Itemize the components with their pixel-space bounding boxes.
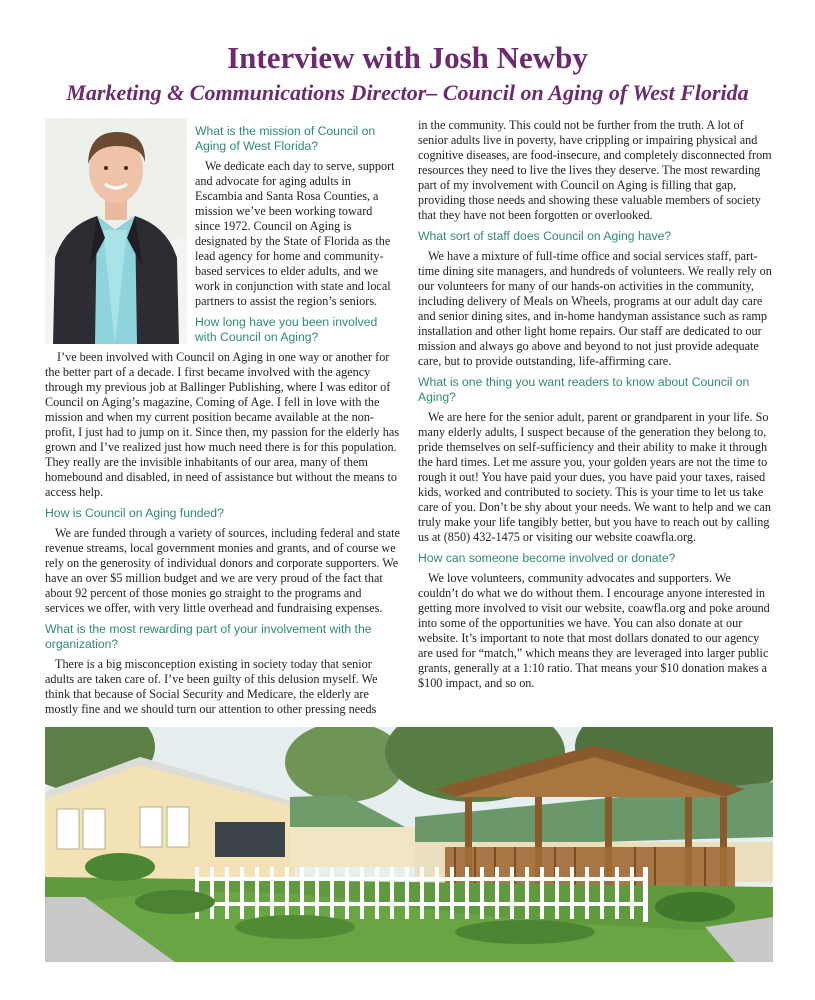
answer-paragraph: We love volunteers, community advocates and supporters. We couldn’t do what we do without them. I encourage anyone interested in getting more involved to visit our website, coawfla.org and poke around into some of the opportunities we have. You can also donate at our website. It’s important to note that most dollars donated to our agency are used for “match,” which means they are leveraged into larger public grants, generally at a 1:10 ratio. That means your $10 donation makes a $100 impact, and so on. <box>418 571 770 690</box>
right-column <box>418 118 773 695</box>
left-column <box>45 118 400 721</box>
question-heading: How can someone become involved or donate? <box>418 551 676 565</box>
answer-paragraph: We are here for the senior adult, parent or grandparent in your life. So many elderly adults, I suspect because of the generation they belong to, pride themselves on self-sufficiency and their ability to make it through the hard times. Let me assure you, your golden years are not the time to rough it out! You have paid your dues, you have paid your taxes, raised kids, worked and contributed to society. This is your time to let us take care of you. Don’t be shy about your needs. We want to help and we can truly make your life tangibly better, but you have to reach out by calling us at (850) 432-1475 or visiting our website coawfla.org. <box>418 410 771 544</box>
facility-photo <box>45 727 773 962</box>
question-heading: What sort of staff does Council on Aging have? <box>418 229 672 243</box>
question-heading: How is Council on Aging funded? <box>45 506 224 520</box>
article-title: Interview with Josh Newby <box>227 40 588 75</box>
question-heading: How long have you been involved with Council on Aging? <box>195 315 378 344</box>
answer-paragraph: We dedicate each day to serve, support and advocate for aging adults in Escambia and Santa Rosa Counties, a mission we’ve been working toward since 1972. Council on Aging is designated by the State of Florida as the lead agency for home and community-based services to elder adults, and we work in conjunction with state and local partners to assist the region’s seniors. <box>195 159 395 308</box>
article-subtitle: Marketing & Communications Director– Council on Aging of West Florida <box>66 80 749 105</box>
answer-paragraph: I’ve been involved with Council on Aging in one way or another for the better part of a decade. I first became involved with the agency through my previous job at Ballinger Publishing, where I was editor of Council on Aging’s magazine, Coming of Age. I fell in love with the mission and when my current position became available at the non-profit, I just had to jump on it. Since then, my passion for the elderly has grown and I’ve realized just how much need there is for this population. They really are the invisible inhabitants of our area, many of them homebound and disabled, in need of assistance but without the means to access help. <box>45 350 400 499</box>
question-heading: What is the most rewarding part of your involvement with the organization? <box>45 622 372 651</box>
question-heading: What is the mission of Council on Aging of West Florida? <box>195 124 376 153</box>
answer-paragraph-continued: in the community. This could not be further from the truth. A lot of senior adults live in poverty, have crippling or impairing physical and cognitive diseases, are food-insecure, and completely disconnected from resources they need to live the lives they deserve. The most rewarding part of my involvement with Council on Aging is filling that gap, providing those needs and showing these valuable members of society that they have not been forgotten or overlooked. <box>418 118 772 222</box>
portrait-photo <box>45 118 187 344</box>
question-heading: What is one thing you want readers to know about Council on Aging? <box>418 375 750 404</box>
answer-paragraph: We have a mixture of full-time office and social services staff, part-time dining site managers, and hundreds of volunteers. We really rely on our volunteers for many of our hands-on activities in the community, including delivery of Meals on Wheels, programs at our adult day care and senior dining sites, and in-home handyman assistance such as ramp installation and other light home repairs. Our staff are dedicated to our mission and always go above and beyond to not just provide adequate care, but to provide outstanding, life-affirming care. <box>418 249 772 368</box>
answer-paragraph: We are funded through a variety of sources, including federal and state revenue streams, local government monies and grants, and of course we rely on the generosity of individual donors and corporate supporters. We have an over $5 million budget and we are very proud of the fact that about 92 percent of those monies go straight to the programs and services we offer, with very little overhead and fundraising expenses. <box>45 526 400 615</box>
answer-paragraph: There is a big misconception existing in society today that senior adults are taken care of. I’ve been guilty of this delusion myself. We think that because of Social Security and Medicare, the elderly are mostly fine and we should turn our attention to other pressing needs <box>45 657 378 716</box>
